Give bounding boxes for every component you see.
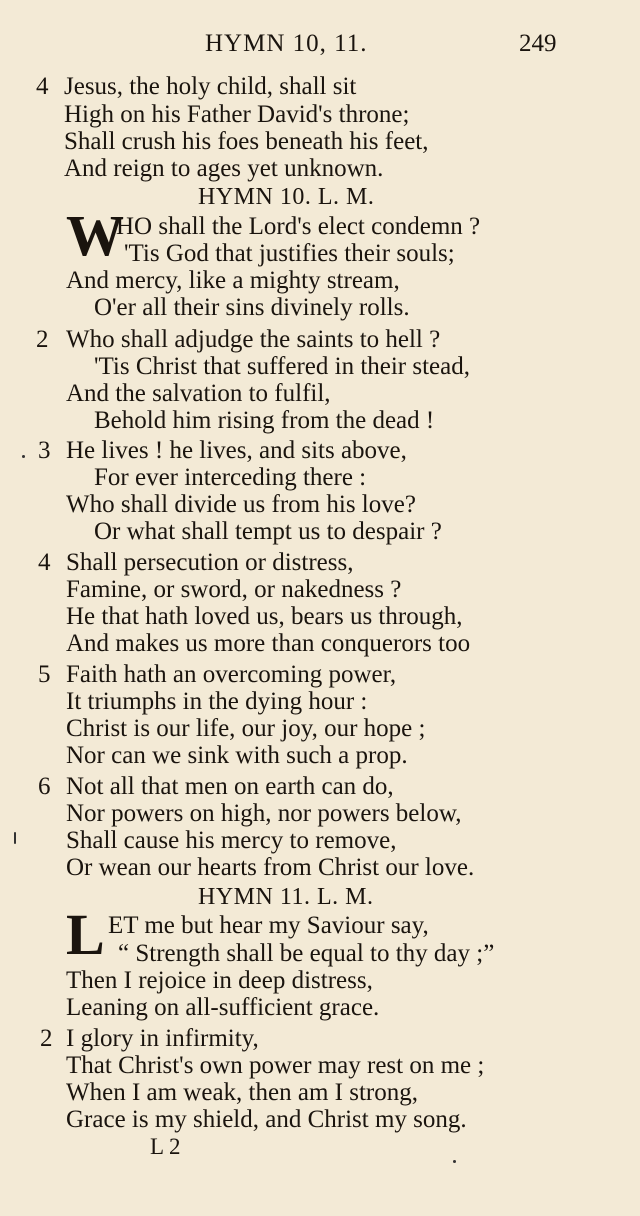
verse-line: Nor powers on high, nor powers below, [66,800,462,827]
verse-line: Or wean our hearts from Christ our love. [66,854,475,881]
verse-line: Behold him rising from the dead ! [94,407,435,434]
verse-line: Shall persecution or distress, [66,549,354,576]
verse-line: For ever interceding there : [94,464,367,491]
stanza-number: 4 [38,549,51,576]
verse-line: ET me but hear my Saviour say, [108,912,429,939]
page-header [0,30,640,64]
verse-line: Christ is our life, our joy, our hope ; [66,715,426,742]
stanza-number: 3 [38,437,51,464]
verse-line: Leaning on all-sufficient grace. [66,994,380,1021]
stanza-number: 2 [36,326,49,353]
verse-line: I glory in infirmity, [66,1025,259,1052]
verse-line: It triumphs in the dying hour : [66,688,368,715]
ink-speck [14,832,16,844]
stanza-number: 6 [38,773,51,800]
verse-line: Or what shall tempt us to despair ? [94,518,442,545]
verse-line: Shall crush his foes beneath his feet, [64,128,429,155]
verse-line: Who shall adjudge the saints to hell ? [66,326,441,353]
drop-cap: W [66,203,124,268]
verse-line: “ Strength shall be equal to thy day ;” [118,940,495,967]
verse-line: He lives ! he lives, and sits above, [66,437,407,464]
verse-line: And the salvation to fulfil, [66,380,331,407]
verse-line: When I am weak, then am I strong, [66,1079,418,1106]
verse-line: Jesus, the holy child, shall sit [64,73,357,100]
drop-cap: L [66,902,105,967]
verse-line: Then I rejoice in deep distress, [66,967,373,994]
verse-line: That Christ's own power may rest on me ; [66,1052,485,1079]
verse-line: And reign to ages yet unknown. [64,155,384,182]
stanza-number: 2 [40,1025,53,1052]
ink-speck [22,455,25,458]
verse-line: 'Tis God that justifies their souls; [124,240,455,267]
verse-line: 'Tis Christ that suffered in their stead, [94,353,471,380]
verse-line: Famine, or sword, or nakedness ? [66,576,402,603]
hymn-heading: HYMN 11. L. M. [198,884,374,910]
ink-speck [453,1160,456,1163]
verse-line: High on his Father David's throne; [64,101,410,128]
verse-line: Faith hath an overcoming power, [66,661,397,688]
verse-line: Shall cause his mercy to remove, [66,827,397,854]
stanza-number: 4 [36,73,49,100]
verse-line: Grace is my shield, and Christ my song. [66,1106,467,1133]
verse-line: And mercy, like a mighty stream, [66,267,400,294]
running-title: HYMN 10, 11. [205,30,368,57]
verse-line: HO shall the Lord's elect condemn ? [116,213,481,240]
page-number: 249 [519,30,557,57]
verse-line: O'er all their sins divinely rolls. [94,294,410,321]
verse-line: Nor can we sink with such a prop. [66,742,408,769]
verse-line: He that hath loved us, bears us through, [66,603,463,630]
stanza-number: 5 [38,661,51,688]
hymn-heading: HYMN 10. L. M. [198,184,375,210]
verse-line: Who shall divide us from his love? [66,491,416,518]
verse-line: Not all that men on earth can do, [66,773,394,800]
verse-line: And makes us more than conquerors too [66,630,471,657]
signature-mark: L 2 [150,1134,181,1159]
